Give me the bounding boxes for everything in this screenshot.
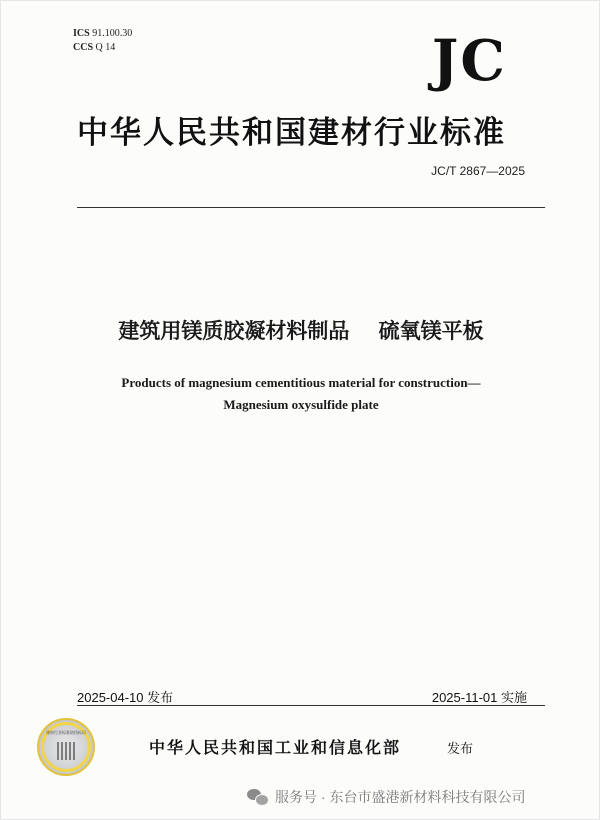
watermark-text: 服务号 · 东台市盛港新材料科技有限公司 bbox=[275, 789, 526, 805]
standard-category-title: 中华人民共和国建材行业标准 bbox=[77, 115, 506, 151]
ccs-label: CCS bbox=[73, 42, 94, 53]
ccs-line bbox=[73, 41, 132, 55]
issuing-ministry: 中华人民共和国工业和信息化部 bbox=[149, 738, 402, 757]
implementation-date: 2025-11-01 实施 bbox=[431, 690, 527, 705]
issue-date: 2025-04-10 发布 bbox=[77, 690, 174, 705]
jc-logo: JC bbox=[431, 28, 507, 94]
standard-number: JC/T 2867—2025 bbox=[431, 164, 525, 178]
ccs-value: Q 14 bbox=[95, 42, 116, 53]
ics-label: ICS bbox=[73, 28, 90, 39]
ics-line bbox=[73, 27, 132, 41]
wechat-icon bbox=[247, 789, 269, 805]
top-divider bbox=[77, 207, 545, 208]
wechat-watermark bbox=[247, 787, 525, 807]
sticker-text: 建材行业标准防伪标识 bbox=[46, 730, 86, 735]
document-title-en-line2: Magnesium oxysulfide plate bbox=[223, 397, 379, 412]
qr-code-icon bbox=[57, 742, 75, 760]
anti-counterfeit-sticker bbox=[37, 718, 95, 776]
document-title-en-line1: Products of magnesium cementitious material for construction— bbox=[121, 375, 481, 390]
issuing-ministry-suffix: 发布 bbox=[447, 741, 474, 756]
classification-codes bbox=[73, 27, 132, 55]
ics-value: 91.100.30 bbox=[92, 28, 133, 39]
document-title-cn: 建筑用镁质胶凝材料制品 硫氧镁平板 bbox=[118, 319, 484, 343]
bottom-divider bbox=[77, 705, 545, 706]
